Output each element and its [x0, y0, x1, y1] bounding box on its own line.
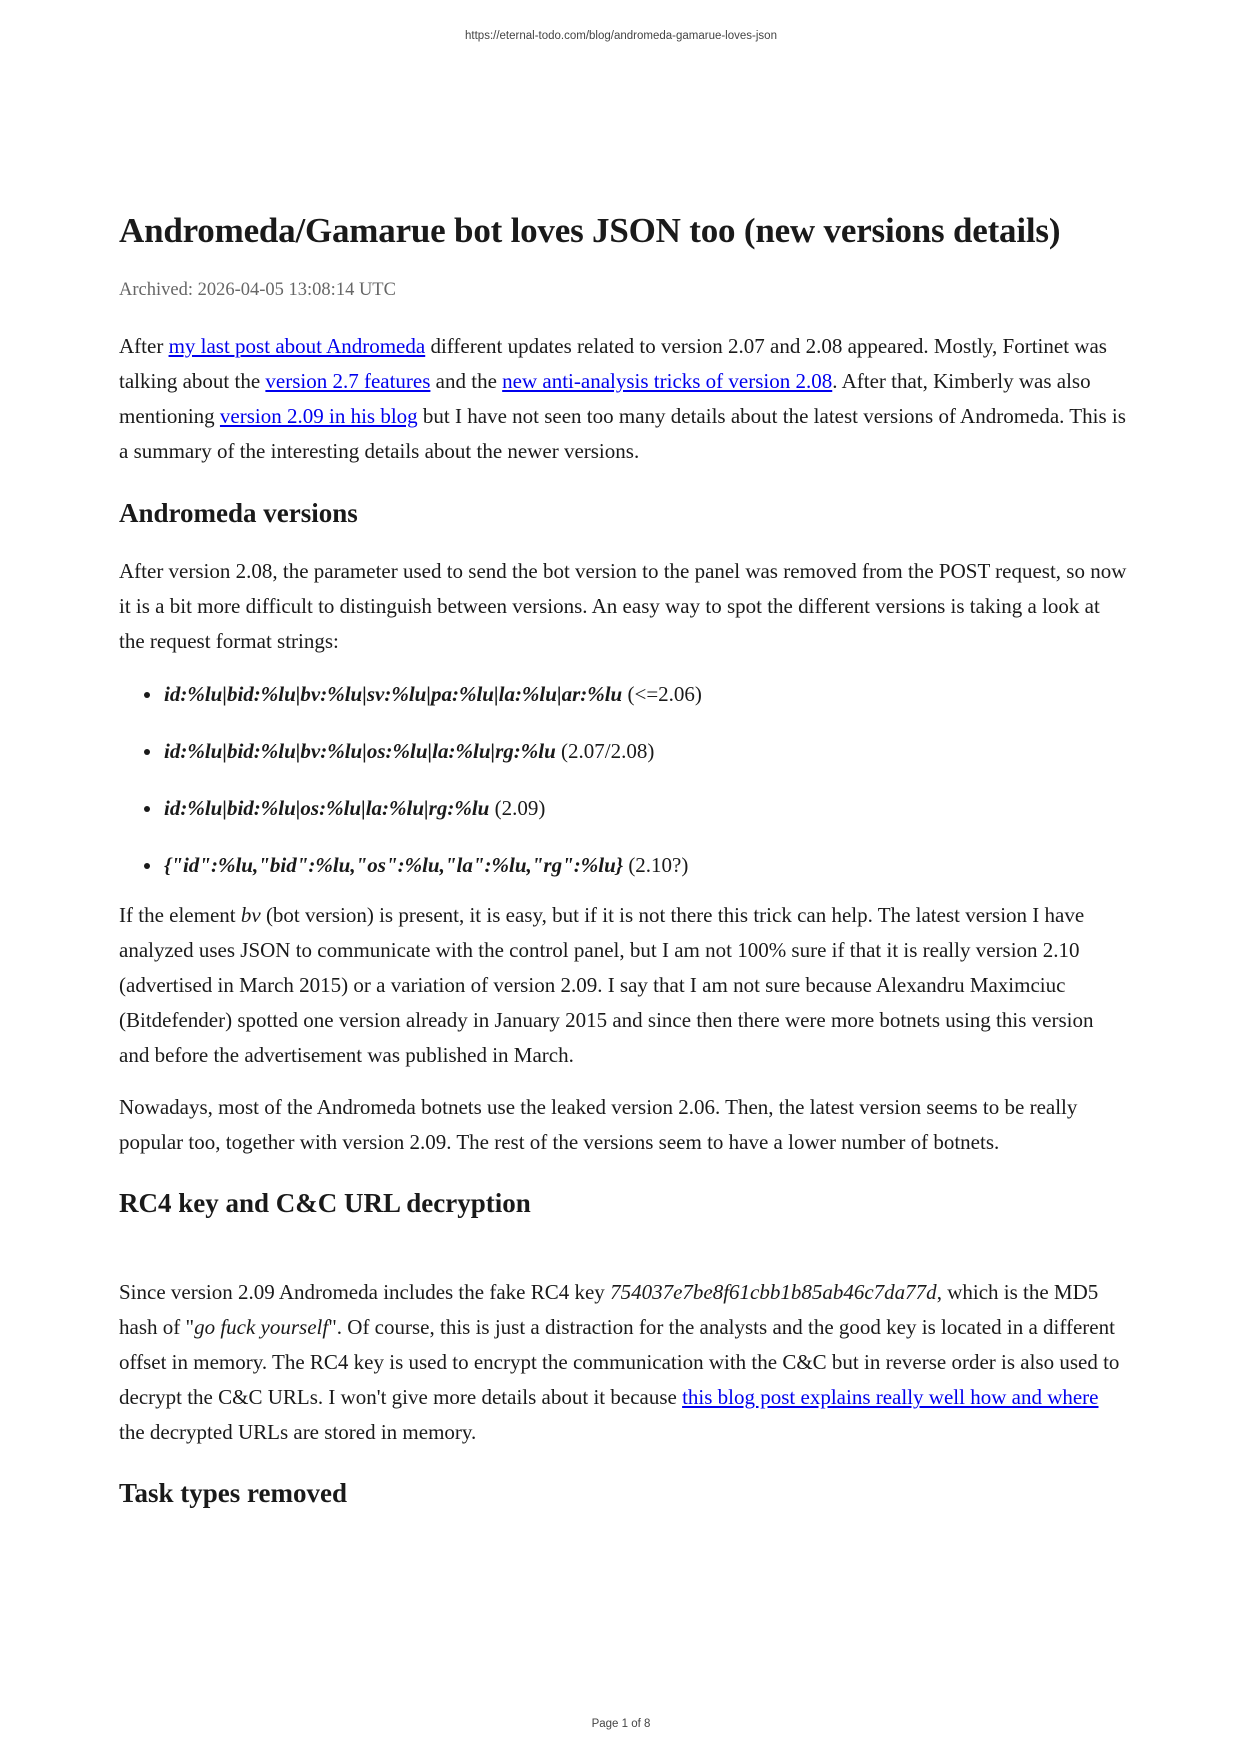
rc4-text-4: the decrypted URLs are stored in memory. — [119, 1420, 477, 1445]
intro-text-3: and the — [430, 368, 503, 393]
heading-rc4-key: RC4 key and C&C URL decryption — [119, 1187, 531, 1218]
p2-text-b: (bot version) is present, it is easy, but if it is not there this trick can help. The latest version I have analyzed uses JSON to communicate with the control panel, but I am not 100% sure if that it is really version 2.10 (advertised in March 2015) or a variation of version 2.09. I say that I am not sure because Alexandru Maximciuc (Bitdefender) spotted one version already in January 2015 and since then there were more botnets using this version and before the advertisement was published in March. — [119, 902, 1094, 1067]
format-strings-list — [119, 679, 1129, 880]
intro-text-5: but I have not seen too many details about the latest versions of Andromeda. This is a summary of the interesting details about the newer versions. — [119, 403, 1126, 463]
archived-timestamp: Archived: 2026-04-05 13:08:14 UTC — [119, 280, 396, 300]
rc4-text-1: Since version 2.09 Andromeda includes the fake RC4 key — [119, 1280, 611, 1305]
list-item — [164, 793, 1129, 823]
page-url-header: https://eternal-todo.com/blog/andromeda-gamarue-loves-json — [465, 30, 777, 42]
rc4-text-2: , which is the MD5 hash of " — [119, 1280, 1099, 1340]
format-version: (2.07/2.08) — [555, 738, 655, 763]
format-version: (2.09) — [489, 795, 546, 820]
link-version-209-blog[interactable]: version 2.09 in his blog — [219, 403, 418, 428]
format-string: {"id":%lu,"bid":%lu,"os":%lu,"la":%lu,"rg":%lu} — [164, 852, 624, 877]
list-item — [164, 736, 1129, 766]
format-string: id:%lu|bid:%lu|bv:%lu|os:%lu|la:%lu|rg:%lu — [164, 738, 556, 763]
intro-text-4: . After that, Kimberly was also mentioning — [119, 368, 1091, 428]
intro-text-1: After — [119, 333, 169, 358]
article-title: Andromeda/Gamarue bot loves JSON too (new versions details) — [119, 211, 1061, 250]
link-blog-post-explains[interactable]: this blog post explains really well how and where — [682, 1385, 1099, 1410]
intro-text-2: different updates related to version 2.07 and 2.08 appeared. Mostly, Fortinet was talking about the — [119, 333, 1107, 393]
versions-paragraph-3: Nowadays, most of the Andromeda botnets use the leaked version 2.06. Then, the latest version seems to be really popular too, together with version 2.09. The rest of the versions seem to have a lower number of botnets. — [119, 1094, 1078, 1154]
format-string: id:%lu|bid:%lu|bv:%lu|sv:%lu|pa:%lu|la:%lu|ar:%lu — [164, 681, 623, 706]
link-last-post-andromeda[interactable]: my last post about Andromeda — [168, 333, 426, 358]
heading-andromeda-versions: Andromeda versions — [119, 497, 358, 528]
page-number-footer: Page 1 of 8 — [591, 1718, 651, 1730]
p2-emphasis-bv: bv — [240, 902, 261, 927]
rc4-phrase: go fuck yourself — [194, 1315, 329, 1340]
p2-text-a: If the element — [119, 902, 241, 927]
rc4-text-3: ". Of course, this is just a distraction for the analysts and the good key is located in a different offset in memory. The RC4 key is used to encrypt the communication with the C&C but in reverse order is also used to decrypt the C&C URLs. I won't give more details about it because — [119, 1315, 1120, 1410]
format-version: (2.10?) — [623, 852, 689, 877]
heading-task-types-removed: Task types removed — [119, 1478, 348, 1509]
list-item — [164, 850, 1129, 880]
versions-paragraph-2 — [119, 898, 1129, 1073]
format-version: (<=2.06) — [622, 681, 702, 706]
list-item — [164, 679, 1129, 709]
intro-paragraph — [119, 329, 1129, 469]
rc4-fake-key: 754037e7be8f61cbb1b85ab46c7da77d — [610, 1280, 937, 1305]
article — [119, 210, 1129, 1511]
link-anti-analysis-208[interactable]: new anti-analysis tricks of version 2.08 — [502, 368, 833, 393]
rc4-paragraph — [119, 1275, 1129, 1450]
link-version-27-features[interactable]: version 2.7 features — [265, 368, 431, 393]
format-string: id:%lu|bid:%lu|os:%lu|la:%lu|rg:%lu — [164, 795, 490, 820]
versions-paragraph-1: After version 2.08, the parameter used to send the bot version to the panel was removed from the POST request, so now it is a bit more difficult to distinguish between versions. An easy way to spot the different versions is taking a look at the request format strings: — [119, 558, 1127, 653]
